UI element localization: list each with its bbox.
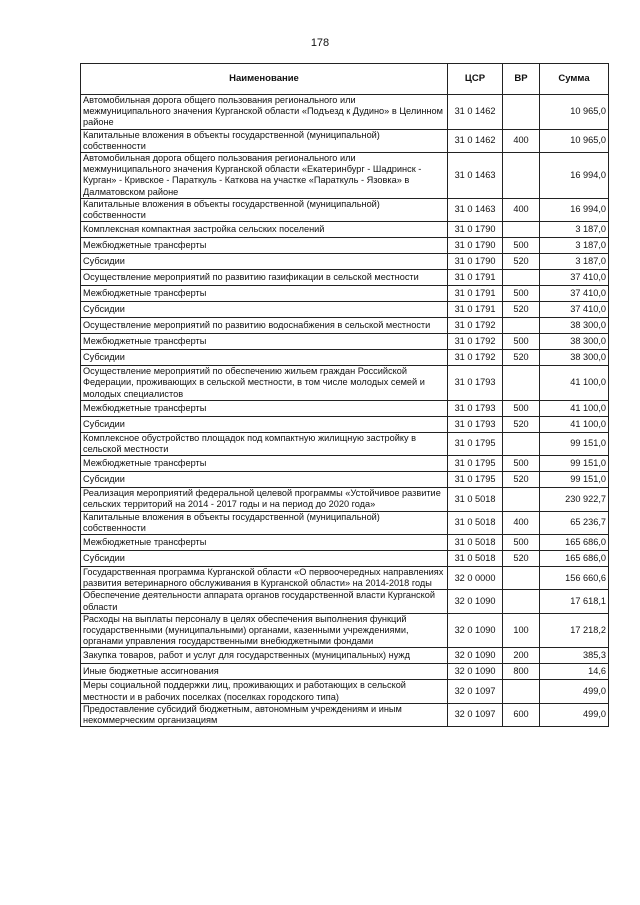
table-row: [81, 366, 609, 401]
cell-csr: 31 0 1793: [448, 366, 503, 401]
cell-sum: 10 965,0: [540, 129, 609, 152]
cell-csr: 31 0 1463: [448, 153, 503, 199]
cell-csr: 32 0 1090: [448, 664, 503, 680]
cell-vr: 100: [503, 613, 540, 648]
cell-sum: 499,0: [540, 703, 609, 726]
cell-sum: 17 618,1: [540, 590, 609, 613]
cell-csr: 32 0 0000: [448, 567, 503, 590]
cell-vr: 800: [503, 664, 540, 680]
cell-sum: 3 187,0: [540, 254, 609, 270]
cell-name: Межбюджетные трансферты: [81, 456, 448, 472]
table-row: [81, 680, 609, 703]
cell-name: Субсидии: [81, 472, 448, 488]
header-csr: ЦСР: [448, 64, 503, 95]
cell-csr: 31 0 1790: [448, 222, 503, 238]
cell-name: Закупка товаров, работ и услуг для государственных (муниципальных) нужд: [81, 648, 448, 664]
cell-csr: 31 0 1463: [448, 198, 503, 221]
cell-vr: 520: [503, 254, 540, 270]
cell-csr: 31 0 1792: [448, 318, 503, 334]
table-row: [81, 416, 609, 432]
cell-sum: 10 965,0: [540, 95, 609, 130]
header-name: Наименование: [81, 64, 448, 95]
cell-name: Межбюджетные трансферты: [81, 286, 448, 302]
table-row: [81, 400, 609, 416]
table-row: [81, 432, 609, 455]
cell-csr: 31 0 1795: [448, 472, 503, 488]
table-row: [81, 664, 609, 680]
cell-name: Субсидии: [81, 551, 448, 567]
cell-sum: 41 100,0: [540, 416, 609, 432]
page-number: 178: [310, 37, 330, 49]
cell-csr: 31 0 1790: [448, 254, 503, 270]
cell-csr: 32 0 1097: [448, 680, 503, 703]
cell-name: Субсидии: [81, 254, 448, 270]
cell-csr: 31 0 5018: [448, 511, 503, 534]
table-row: [81, 511, 609, 534]
cell-sum: 165 686,0: [540, 535, 609, 551]
table-header-row: [81, 64, 609, 95]
cell-name: Меры социальной поддержки лиц, проживающих и работающих в сельской местности и в рабочих поселках (поселках городского типа): [81, 680, 448, 703]
cell-name: Субсидии: [81, 302, 448, 318]
header-vr: ВР: [503, 64, 540, 95]
table-row: [81, 551, 609, 567]
cell-vr: 520: [503, 302, 540, 318]
table-row: [81, 350, 609, 366]
cell-sum: 37 410,0: [540, 302, 609, 318]
table-row: [81, 302, 609, 318]
cell-vr: [503, 95, 540, 130]
cell-name: Государственная программа Курганской области «О первоочередных направлениях развития ветеринарного обслуживания в Курганской области» на 2014-2018 годы: [81, 567, 448, 590]
cell-vr: [503, 222, 540, 238]
table-row: [81, 238, 609, 254]
cell-sum: 41 100,0: [540, 400, 609, 416]
cell-name: Реализация мероприятий федеральной целевой программы «Устойчивое развитие сельских территорий на 2014 - 2017 годы и на период до 2020 года»: [81, 488, 448, 511]
cell-name: Иные бюджетные ассигнования: [81, 664, 448, 680]
cell-name: Предоставление субсидий бюджетным, автономным учреждениям и иным некоммерческим организациям: [81, 703, 448, 726]
cell-vr: [503, 366, 540, 401]
cell-sum: 14,6: [540, 664, 609, 680]
table-row: [81, 590, 609, 613]
budget-table: [80, 63, 609, 727]
table-row: [81, 456, 609, 472]
cell-csr: 32 0 1097: [448, 703, 503, 726]
table-row: [81, 318, 609, 334]
cell-vr: 520: [503, 416, 540, 432]
cell-name: Автомобильная дорога общего пользования регионального или межмуниципального значения Курганской области «Екатеринбург - Шадринск - Курган» - Кривское - Параткуль - Каткова на участке «Параткуль - Язовка» в Далматовском районе: [81, 153, 448, 199]
table-row: [81, 488, 609, 511]
cell-vr: 500: [503, 400, 540, 416]
cell-csr: 31 0 1795: [448, 456, 503, 472]
cell-csr: 32 0 1090: [448, 648, 503, 664]
cell-name: Межбюджетные трансферты: [81, 400, 448, 416]
cell-sum: 37 410,0: [540, 270, 609, 286]
table-row: [81, 535, 609, 551]
cell-sum: 16 994,0: [540, 153, 609, 199]
cell-vr: [503, 432, 540, 455]
cell-vr: 400: [503, 198, 540, 221]
cell-name: Субсидии: [81, 350, 448, 366]
cell-name: Межбюджетные трансферты: [81, 238, 448, 254]
cell-csr: 31 0 1791: [448, 302, 503, 318]
cell-vr: [503, 567, 540, 590]
cell-vr: [503, 680, 540, 703]
table-row: [81, 270, 609, 286]
cell-csr: 32 0 1090: [448, 613, 503, 648]
cell-sum: 3 187,0: [540, 222, 609, 238]
cell-name: Субсидии: [81, 416, 448, 432]
table-row: [81, 286, 609, 302]
cell-name: Капитальные вложения в объекты государственной (муниципальной) собственности: [81, 511, 448, 534]
cell-sum: 3 187,0: [540, 238, 609, 254]
cell-name: Осуществление мероприятий по обеспечению жильем граждан Российской Федерации, проживающих в сельской местности, в том числе молодых семей и молодых специалистов: [81, 366, 448, 401]
cell-sum: 38 300,0: [540, 334, 609, 350]
table-row: [81, 129, 609, 152]
table-row: [81, 254, 609, 270]
cell-vr: 600: [503, 703, 540, 726]
cell-vr: 520: [503, 350, 540, 366]
cell-sum: 38 300,0: [540, 318, 609, 334]
cell-csr: 31 0 1793: [448, 416, 503, 432]
cell-vr: 500: [503, 286, 540, 302]
cell-name: Комплексная компактная застройка сельских поселений: [81, 222, 448, 238]
cell-sum: 499,0: [540, 680, 609, 703]
cell-csr: 31 0 1462: [448, 129, 503, 152]
cell-sum: 156 660,6: [540, 567, 609, 590]
cell-vr: [503, 153, 540, 199]
table-row: [81, 472, 609, 488]
cell-vr: 400: [503, 129, 540, 152]
cell-vr: 520: [503, 551, 540, 567]
cell-csr: 31 0 5018: [448, 535, 503, 551]
cell-vr: [503, 270, 540, 286]
cell-sum: 17 218,2: [540, 613, 609, 648]
cell-csr: 31 0 1792: [448, 334, 503, 350]
cell-sum: 38 300,0: [540, 350, 609, 366]
table-body: [81, 95, 609, 727]
cell-sum: 37 410,0: [540, 286, 609, 302]
cell-name: Обеспечение деятельности аппарата органов государственной власти Курганской области: [81, 590, 448, 613]
cell-csr: 31 0 1793: [448, 400, 503, 416]
table-row: [81, 613, 609, 648]
cell-sum: 65 236,7: [540, 511, 609, 534]
cell-sum: 41 100,0: [540, 366, 609, 401]
cell-sum: 99 151,0: [540, 432, 609, 455]
table-row: [81, 198, 609, 221]
cell-name: Автомобильная дорога общего пользования регионального или межмуниципального значения Курганской области «Подъезд к Дудино» в Целинном районе: [81, 95, 448, 130]
cell-sum: 16 994,0: [540, 198, 609, 221]
cell-csr: 31 0 5018: [448, 488, 503, 511]
cell-name: Комплексное обустройство площадок под компактную жилищную застройку в сельской местности: [81, 432, 448, 455]
table-row: [81, 95, 609, 130]
cell-vr: 200: [503, 648, 540, 664]
header-sum: Сумма: [540, 64, 609, 95]
cell-vr: [503, 590, 540, 613]
cell-csr: 31 0 1790: [448, 238, 503, 254]
cell-name: Капитальные вложения в объекты государственной (муниципальной) собственности: [81, 129, 448, 152]
table-row: [81, 648, 609, 664]
cell-sum: 99 151,0: [540, 472, 609, 488]
table-row: [81, 222, 609, 238]
cell-csr: 31 0 5018: [448, 551, 503, 567]
cell-sum: 165 686,0: [540, 551, 609, 567]
cell-vr: 400: [503, 511, 540, 534]
cell-sum: 385,3: [540, 648, 609, 664]
cell-csr: 31 0 1791: [448, 286, 503, 302]
cell-vr: 500: [503, 334, 540, 350]
table-row: [81, 153, 609, 199]
cell-name: Осуществление мероприятий по развитию водоснабжения в сельской местности: [81, 318, 448, 334]
cell-name: Межбюджетные трансферты: [81, 535, 448, 551]
cell-name: Расходы на выплаты персоналу в целях обеспечения выполнения функций государственными (муниципальными) органами, казенными учреждениями, органами управления государственными внебюджетными фондами: [81, 613, 448, 648]
cell-sum: 230 922,7: [540, 488, 609, 511]
cell-vr: 500: [503, 238, 540, 254]
cell-name: Межбюджетные трансферты: [81, 334, 448, 350]
cell-csr: 31 0 1791: [448, 270, 503, 286]
table-row: [81, 567, 609, 590]
cell-vr: 520: [503, 472, 540, 488]
table-row: [81, 334, 609, 350]
cell-vr: [503, 318, 540, 334]
cell-csr: 31 0 1792: [448, 350, 503, 366]
cell-vr: 500: [503, 456, 540, 472]
table-row: [81, 703, 609, 726]
cell-csr: 31 0 1795: [448, 432, 503, 455]
cell-sum: 99 151,0: [540, 456, 609, 472]
cell-vr: [503, 488, 540, 511]
cell-name: Капитальные вложения в объекты государственной (муниципальной) собственности: [81, 198, 448, 221]
cell-csr: 31 0 1462: [448, 95, 503, 130]
cell-vr: 500: [503, 535, 540, 551]
cell-name: Осуществление мероприятий по развитию газификации в сельской местности: [81, 270, 448, 286]
cell-csr: 32 0 1090: [448, 590, 503, 613]
